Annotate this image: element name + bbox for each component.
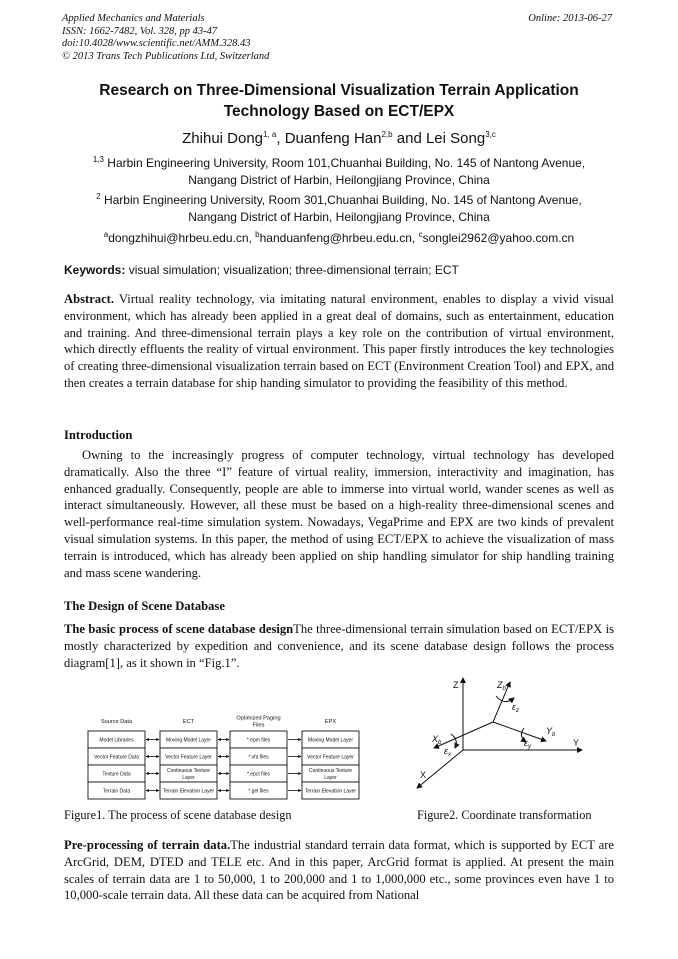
email-sup: c — [418, 230, 423, 239]
sep: , — [276, 130, 285, 147]
author-sup: 2,b — [381, 130, 393, 139]
box-label: Terrain Elevation Layer — [162, 788, 215, 795]
aff-sup: 2 — [96, 192, 101, 201]
sep: and — [392, 130, 426, 147]
doi: doi:10.4028/www.scientific.net/AMM.328.43 — [62, 38, 251, 50]
box-label: Terrain Data — [102, 788, 131, 795]
box-label: *.vfa files — [248, 754, 269, 761]
box-label: Continuous Texture Layer — [309, 768, 352, 781]
paper-title — [40, 80, 638, 122]
keywords-label: Keywords: — [64, 263, 126, 277]
author-list — [40, 130, 638, 147]
copyright: © 2013 Trans Tech Publications Ltd, Switzerland — [62, 50, 270, 62]
aff-line: Harbin Engineering University, Room 301,Chuanhai Building, No. 145 of Nantong Avenue, — [100, 193, 582, 207]
keywords — [64, 263, 459, 277]
author: Duanfeng Han — [284, 130, 382, 147]
column-header: ECT — [182, 719, 195, 725]
author: Zhihui Dong — [182, 130, 264, 147]
affiliation — [40, 192, 638, 226]
box-label: Vector Feature Layer — [307, 754, 354, 761]
emails — [40, 230, 638, 247]
preprocessing-label: Pre-processing of terrain data. — [64, 838, 231, 852]
introduction-text: Owning to the increasingly progress of computer technology, virtual technology has developed dramatically. Also the three “I” feature of virtual reality, immersion, interactivity and imagination, has enhanced gradually. Consequently, people are able to immerse into virtual world, wander scenes as well as interact simultaneously. However, all these must be based on a high-reality three-dimensional scenes and well-performance real-time simulation system. Nowadays, VegaPrime and EPX are two kinds of prevalent visual simulation systems. In this paper, the method of using ECT/EPX to achieve the visualization of mass terrain is introduced, which has already been applied on ship handling simulator for ship handling training and mass scene wandering. — [64, 448, 614, 580]
label-zb: $Z_b$ — [497, 680, 506, 692]
label-xb: $X_b$ — [432, 734, 442, 746]
box-label: Vector Feature Layer — [165, 754, 212, 761]
box-label: Model Libraries — [99, 737, 134, 744]
box-label: *.gel files — [248, 788, 269, 795]
column-header: Optimized Paging Files — [236, 715, 281, 729]
label-x: X — [420, 770, 427, 780]
rotation-z-icon — [496, 696, 514, 702]
author: Lei Song — [425, 130, 486, 147]
x-axis — [417, 750, 463, 788]
column-header: Source Data — [100, 719, 133, 725]
author-sup: 3,c — [485, 130, 496, 139]
email-sup: a — [103, 230, 109, 239]
column-header: EPX — [324, 719, 337, 725]
affiliation — [40, 155, 638, 189]
aff-line: Nangang District of Harbin, Heilongjiang Province, China — [188, 173, 490, 187]
email: songlei2962@yahoo.com.cn — [422, 231, 575, 245]
aff-line: Nangang District of Harbin, Heilongjiang Province, China — [188, 210, 490, 224]
box-label: *.epm files — [246, 737, 271, 744]
keywords-text: visual simulation; visualization; three-dimensional terrain; ECT — [125, 263, 459, 277]
introduction-heading: Introduction — [64, 428, 133, 442]
email: handuanfeng@hrbeu.edu.cn, — [259, 231, 419, 245]
box-label: Vector Feature Data — [94, 754, 139, 761]
box-label: Terrain Elevation Layer — [304, 788, 357, 795]
aff-line: Harbin Engineering University, Room 101,Chuanhai Building, No. 145 of Nantong Avenue, — [103, 156, 586, 170]
yb-axis — [493, 722, 546, 741]
author-sup: 1, a — [263, 130, 277, 139]
title-line: Research on Three-Dimensional Visualization Terrain Application — [99, 82, 579, 99]
aff-sup: 1,3 — [92, 155, 104, 164]
journal-name: Applied Mechanics and Materials — [62, 13, 205, 24]
journal-header — [62, 13, 269, 63]
box-label: Continuous Texture Layer — [167, 768, 210, 781]
design-heading: The Design of Scene Database — [64, 599, 225, 613]
abstract-label: Abstract. — [64, 292, 115, 306]
rotation-x-icon — [451, 734, 456, 748]
figure2-diagram — [0, 670, 678, 810]
figure1-caption: Figure1. The process of scene database design — [64, 808, 292, 822]
box-label: Moving Model Layer — [165, 737, 212, 744]
preprocessing-body: The industrial standard terrain data format, which is supported by ECT are ArcGrid, DEM, DTED and TELE etc. And in this paper, ArcGrid format is applied. At present the main scales of terrain data are 1 to 50,000, 1 to 200,000 and 1 to 1,000,000 etc., some provinces even have 1 to 10,000-scale terrain data. All these data can be acquired from National — [64, 838, 614, 903]
label-z: Z — [453, 680, 459, 690]
abstract-text: Virtual reality technology, via imitating natural environment, enables to display a vivid visual environment, which has already been applied in a great deal of domains, such as entertainment, education and training. And three-dimensional terrain plays a key role on the contribution of virtual environment, which directly effluents the reality of virtual environment. This paper firstly introduces the key technologies of creating three-dimensional visualization terrain based on ECT (Environment Creation Tool) and EPX, and then creates a terrain database for ship handing simulator to providing the feasibility of this method. — [64, 292, 614, 390]
label-eps-y: $\varepsilon_y$ — [524, 738, 531, 750]
label-eps-z: $\varepsilon_z$ — [512, 702, 519, 714]
box-label: Moving Model Layer — [307, 737, 354, 744]
abstract — [64, 291, 614, 392]
label-y: Y — [573, 738, 580, 748]
figure2-caption: Figure2. Coordinate transformation — [417, 808, 592, 822]
email: dongzhihui@hrbeu.edu.cn, — [108, 231, 256, 245]
design-body: The three-dimensional terrain simulation based on ECT/EPX is mostly characterized by expedition and convenience, and its scene database design follows the process diagram[1], as it shown in “Fig.1”. — [64, 622, 614, 670]
online-date: Online: 2013-06-27 — [528, 13, 612, 24]
email-sup: b — [255, 230, 260, 239]
label-yb: $Y_b$ — [546, 726, 556, 738]
label-eps-x: $\varepsilon_x$ — [444, 746, 451, 758]
preprocessing-text — [64, 837, 614, 904]
box-label: Texture Data — [102, 771, 131, 778]
design-sublabel: The basic process of scene database design — [64, 622, 294, 636]
design-text — [64, 621, 614, 671]
title-line: Technology Based on ECT/EPX — [223, 103, 455, 120]
box-label: *.epct files — [246, 771, 271, 778]
issn: ISSN: 1662-7482, Vol. 328, pp 43-47 — [62, 25, 218, 37]
